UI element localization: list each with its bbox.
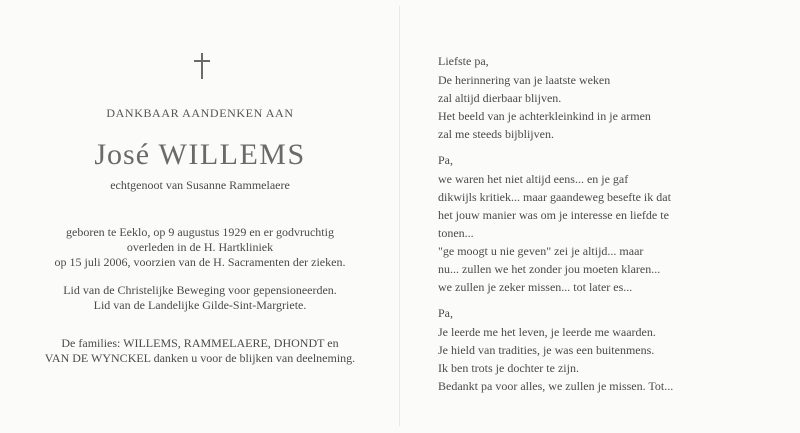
first-name: José <box>94 138 151 171</box>
poem-line: Je leerde me het leven, je leerde me waarden. <box>438 325 656 339</box>
cross-icon <box>192 53 212 79</box>
poem-line: Pa, <box>438 153 453 167</box>
membership-line: Lid van de Christelijke Beweging voor gepensioneerden. <box>63 283 337 297</box>
death-date-line: op 15 juli 2006, voorzien van de H. Sacramenten der zieken. <box>54 255 346 269</box>
last-name: WILLEMS <box>158 138 306 171</box>
poem-line: dikwijls kritiek... maar gaandeweg besefte ik dat <box>438 190 671 204</box>
families-line: De families: WILLEMS, RAMMELAERE, DHONDT en <box>61 336 339 350</box>
right-panel <box>438 0 788 433</box>
poem-line: tonen... <box>438 226 474 240</box>
families-line: VAN DE WYNCKEL danken u voor de blijken van deelneming. <box>44 351 356 365</box>
birth-line: geboren te Eeklo, op 9 augustus 1929 en er godvruchtig <box>66 225 334 239</box>
spouse-line: echtgenoot van Susanne Rammelaere <box>110 178 290 192</box>
membership-line: Lid van de Landelijke Gilde-Sint-Margriete. <box>93 298 307 312</box>
poem-line: Bedankt pa voor alles, we zullen je missen. Tot... <box>438 379 674 393</box>
poem-line: De herinnering van je laatste weken <box>438 73 611 87</box>
poem-line: Liefste pa, <box>438 54 489 68</box>
deceased-name <box>0 139 400 171</box>
poem-line: we waren het niet altijd eens... en je gaf <box>438 172 629 186</box>
poem-line: Pa, <box>438 306 453 320</box>
death-place-line: overleden in de H. Hartkliniek <box>126 240 274 254</box>
poem-line: we zullen je zeker missen... tot later es... <box>438 280 633 294</box>
poem-line: Het beeld van je achterkleinkind in je armen <box>438 109 651 123</box>
memorial-heading: DANKBAAR AANDENKEN AAN <box>106 106 294 120</box>
poem-line: Je hield van tradities, je was een buitenmens. <box>438 343 655 357</box>
poem-line: "ge moogt u nie geven" zei je altijd... maar <box>438 244 644 258</box>
poem-line: nu... zullen we het zonder jou moeten klaren... <box>438 262 661 276</box>
poem-line: zal altijd dierbaar blijven. <box>438 91 562 105</box>
poem-line: het jouw manier was om je interesse en liefde te <box>438 208 669 222</box>
poem-line: zal me steeds bijblijven. <box>438 127 554 141</box>
poem-line: Ik ben trots je dochter te zijn. <box>438 361 579 375</box>
